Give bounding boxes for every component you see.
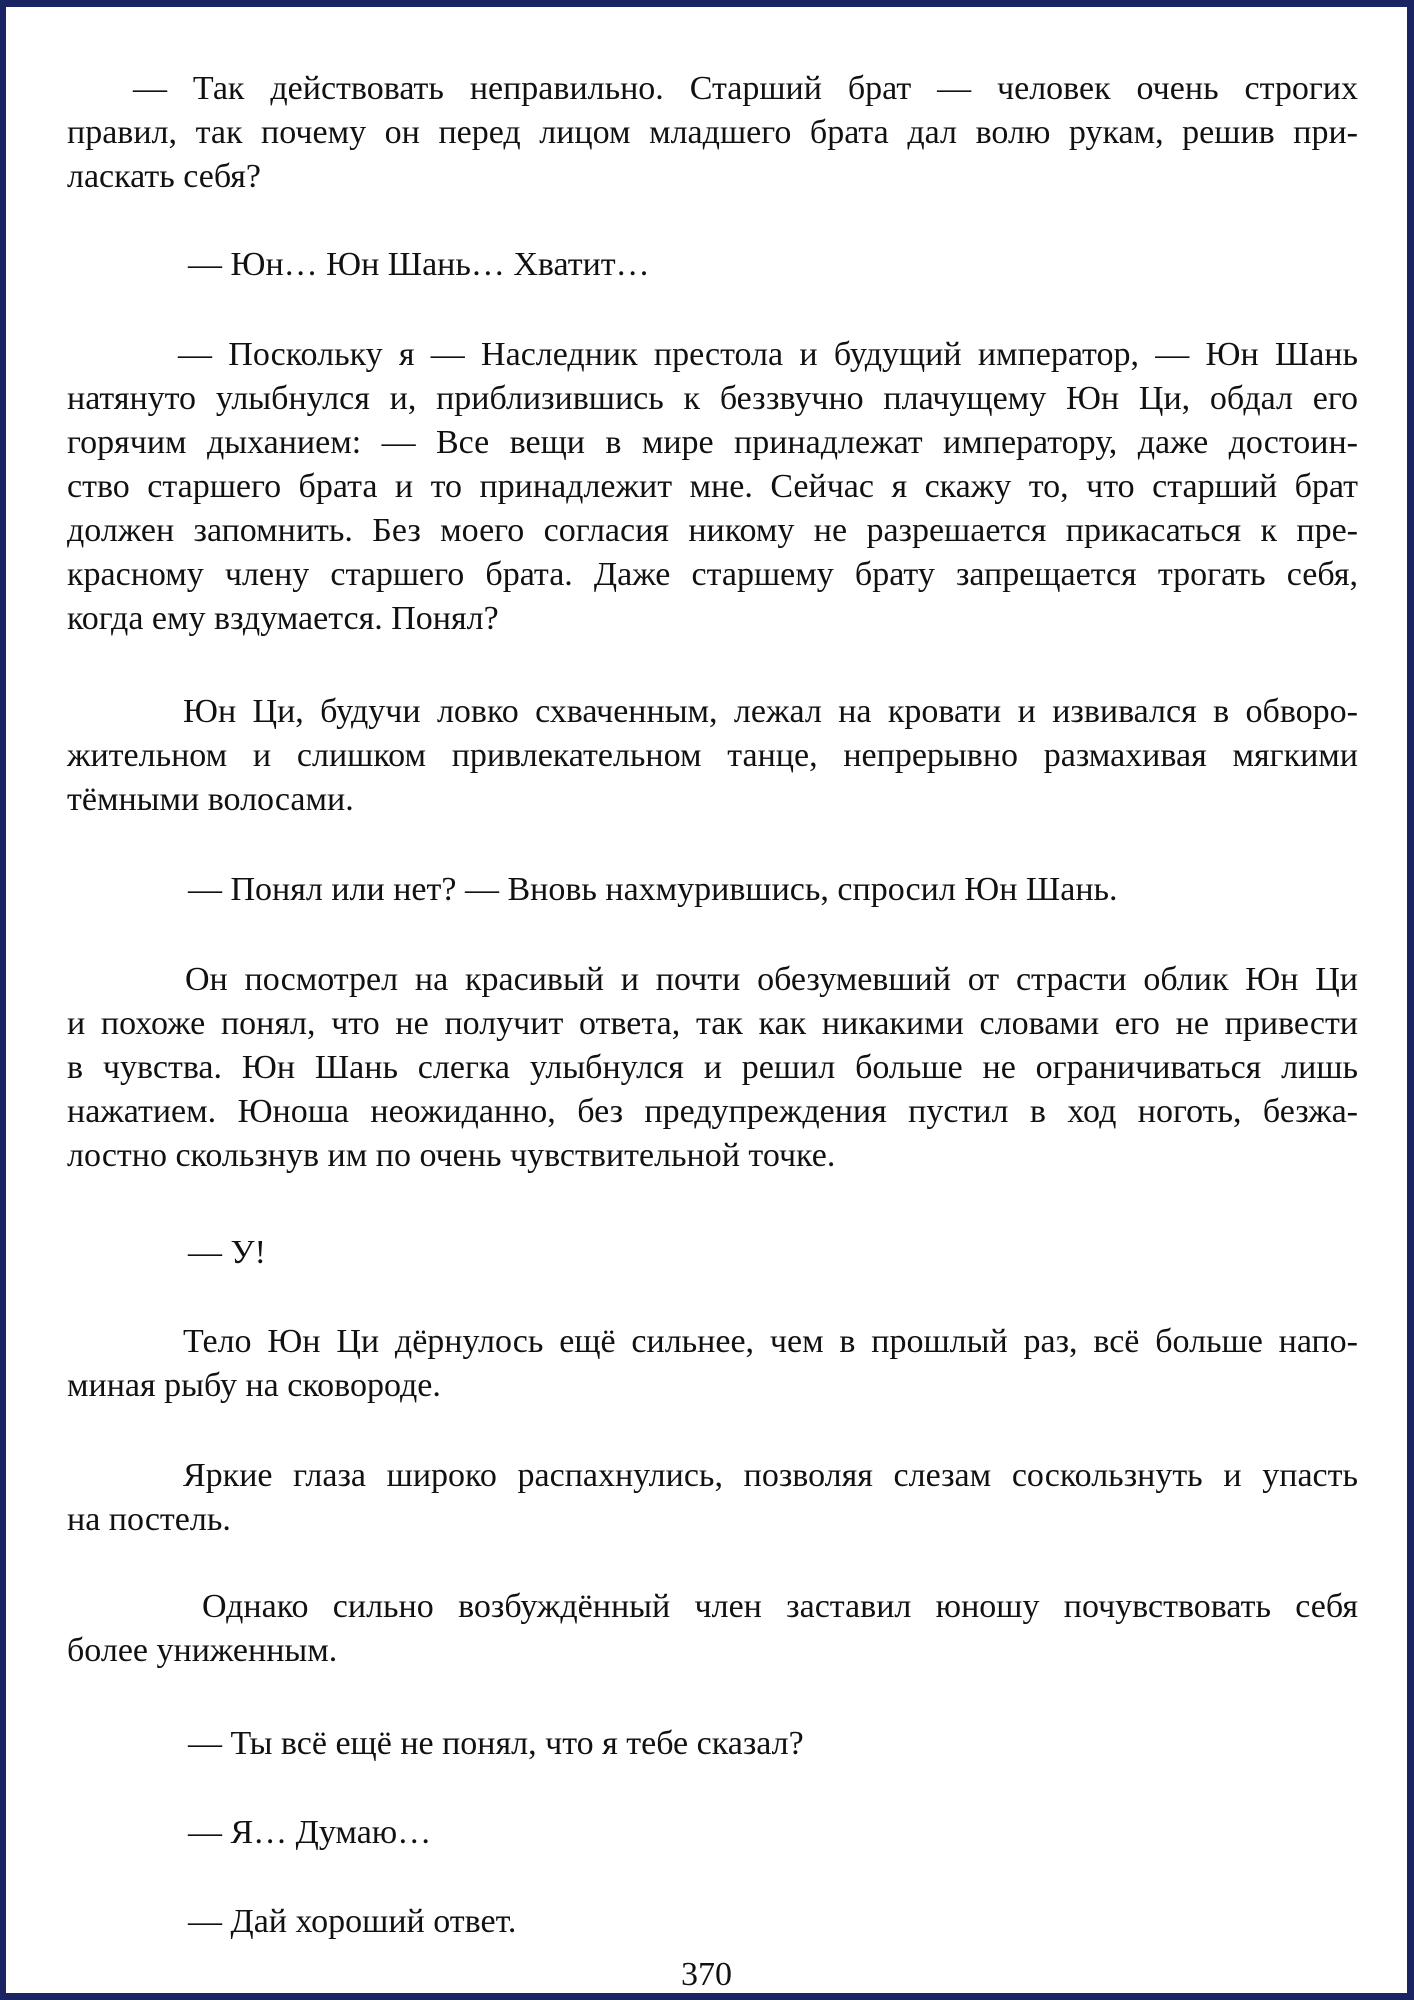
- text-line: — Дай хороший ответ.: [188, 1903, 517, 1940]
- paragraph: [67, 333, 1358, 641]
- paragraph: [67, 958, 1358, 1178]
- text-line: Яркие глаза широко распахнулись, позволяя слезам соскользнуть и упасть: [183, 1457, 1358, 1494]
- paragraph: [67, 243, 1358, 287]
- paragraph: [67, 1454, 1358, 1542]
- paragraph: [67, 1811, 1358, 1855]
- text-line: горячим дыханием: — Все вещи в мире принадлежат императору, даже достоин-: [67, 424, 1358, 461]
- paragraph: [67, 868, 1358, 912]
- text-line: Юн Ци, будучи ловко схваченным, лежал на кровати и извивался в обворо-: [183, 693, 1358, 730]
- text-line: тёмными волосами.: [67, 781, 354, 818]
- text-line: Он посмотрел на красивый и почти обезумевший от страсти облик Юн Ци: [185, 961, 1358, 998]
- text-line: — Ты всё ещё не понял, что я тебе сказал?: [188, 1725, 804, 1762]
- text-line: на постель.: [67, 1501, 231, 1538]
- text-line: — Понял или нет? — Вновь нахмурившись, спросил Юн Шань.: [188, 871, 1118, 908]
- text-line: красному члену старшего брата. Даже старшему брату запрещается трогать себя,: [67, 556, 1358, 593]
- page-number: 370: [681, 1956, 732, 1993]
- text-line: — У!: [188, 1234, 266, 1271]
- text-line: натянуто улыбнулся и, приблизившись к беззвучно плачущему Юн Ци, обдал его: [67, 380, 1358, 417]
- text-line: Тело Юн Ци дёрнулось ещё сильнее, чем в прошлый раз, всё больше напо-: [183, 1323, 1358, 1360]
- paragraph: [67, 690, 1358, 822]
- text-line: должен запомнить. Без моего согласия никому не разрешается прикасаться к пре-: [67, 512, 1358, 549]
- paragraph: [67, 1585, 1358, 1673]
- text-line: когда ему вздумается. Понял?: [67, 600, 499, 637]
- text-line: ство старшего брата и то принадлежит мне. Сейчас я скажу то, что старший брат: [67, 468, 1358, 505]
- paragraph: [67, 1900, 1358, 1944]
- text-line: правил, так почему он перед лицом младшего брата дал волю рукам, решив при-: [67, 114, 1358, 151]
- text-line: более униженным.: [67, 1632, 338, 1669]
- text-line: ласкать себя?: [67, 158, 262, 195]
- text-line: лостно скользнув им по очень чувствительной точке.: [67, 1137, 836, 1174]
- text-line: и похоже понял, что не получит ответа, так как никакими словами его не привести: [67, 1005, 1358, 1042]
- text-line: жительном и слишком привлекательном танце, непрерывно размахивая мягкими: [67, 737, 1358, 774]
- paragraph: [67, 1722, 1358, 1766]
- text-line: — Я… Думаю…: [188, 1814, 432, 1851]
- paragraph: [67, 67, 1358, 199]
- text-line: в чувства. Юн Шань слегка улыбнулся и решил больше не ограничиваться лишь: [67, 1049, 1358, 1086]
- text-line: — Поскольку я — Наследник престола и будущий император, — Юн Шань: [178, 336, 1358, 373]
- text-line: нажатием. Юноша неожиданно, без предупреждения пустил в ход ноготь, безжа-: [67, 1093, 1358, 1130]
- text-line: — Так действовать неправильно. Старший брат — человек очень строгих: [133, 70, 1358, 107]
- text-line: Однако сильно возбуждённый член заставил юношу почувствовать себя: [202, 1588, 1358, 1625]
- text-line: миная рыбу на сковороде.: [67, 1367, 441, 1404]
- paragraph: [67, 1320, 1358, 1408]
- text-line: — Юн… Юн Шань… Хватит…: [188, 246, 650, 283]
- paragraph: [67, 1231, 1358, 1275]
